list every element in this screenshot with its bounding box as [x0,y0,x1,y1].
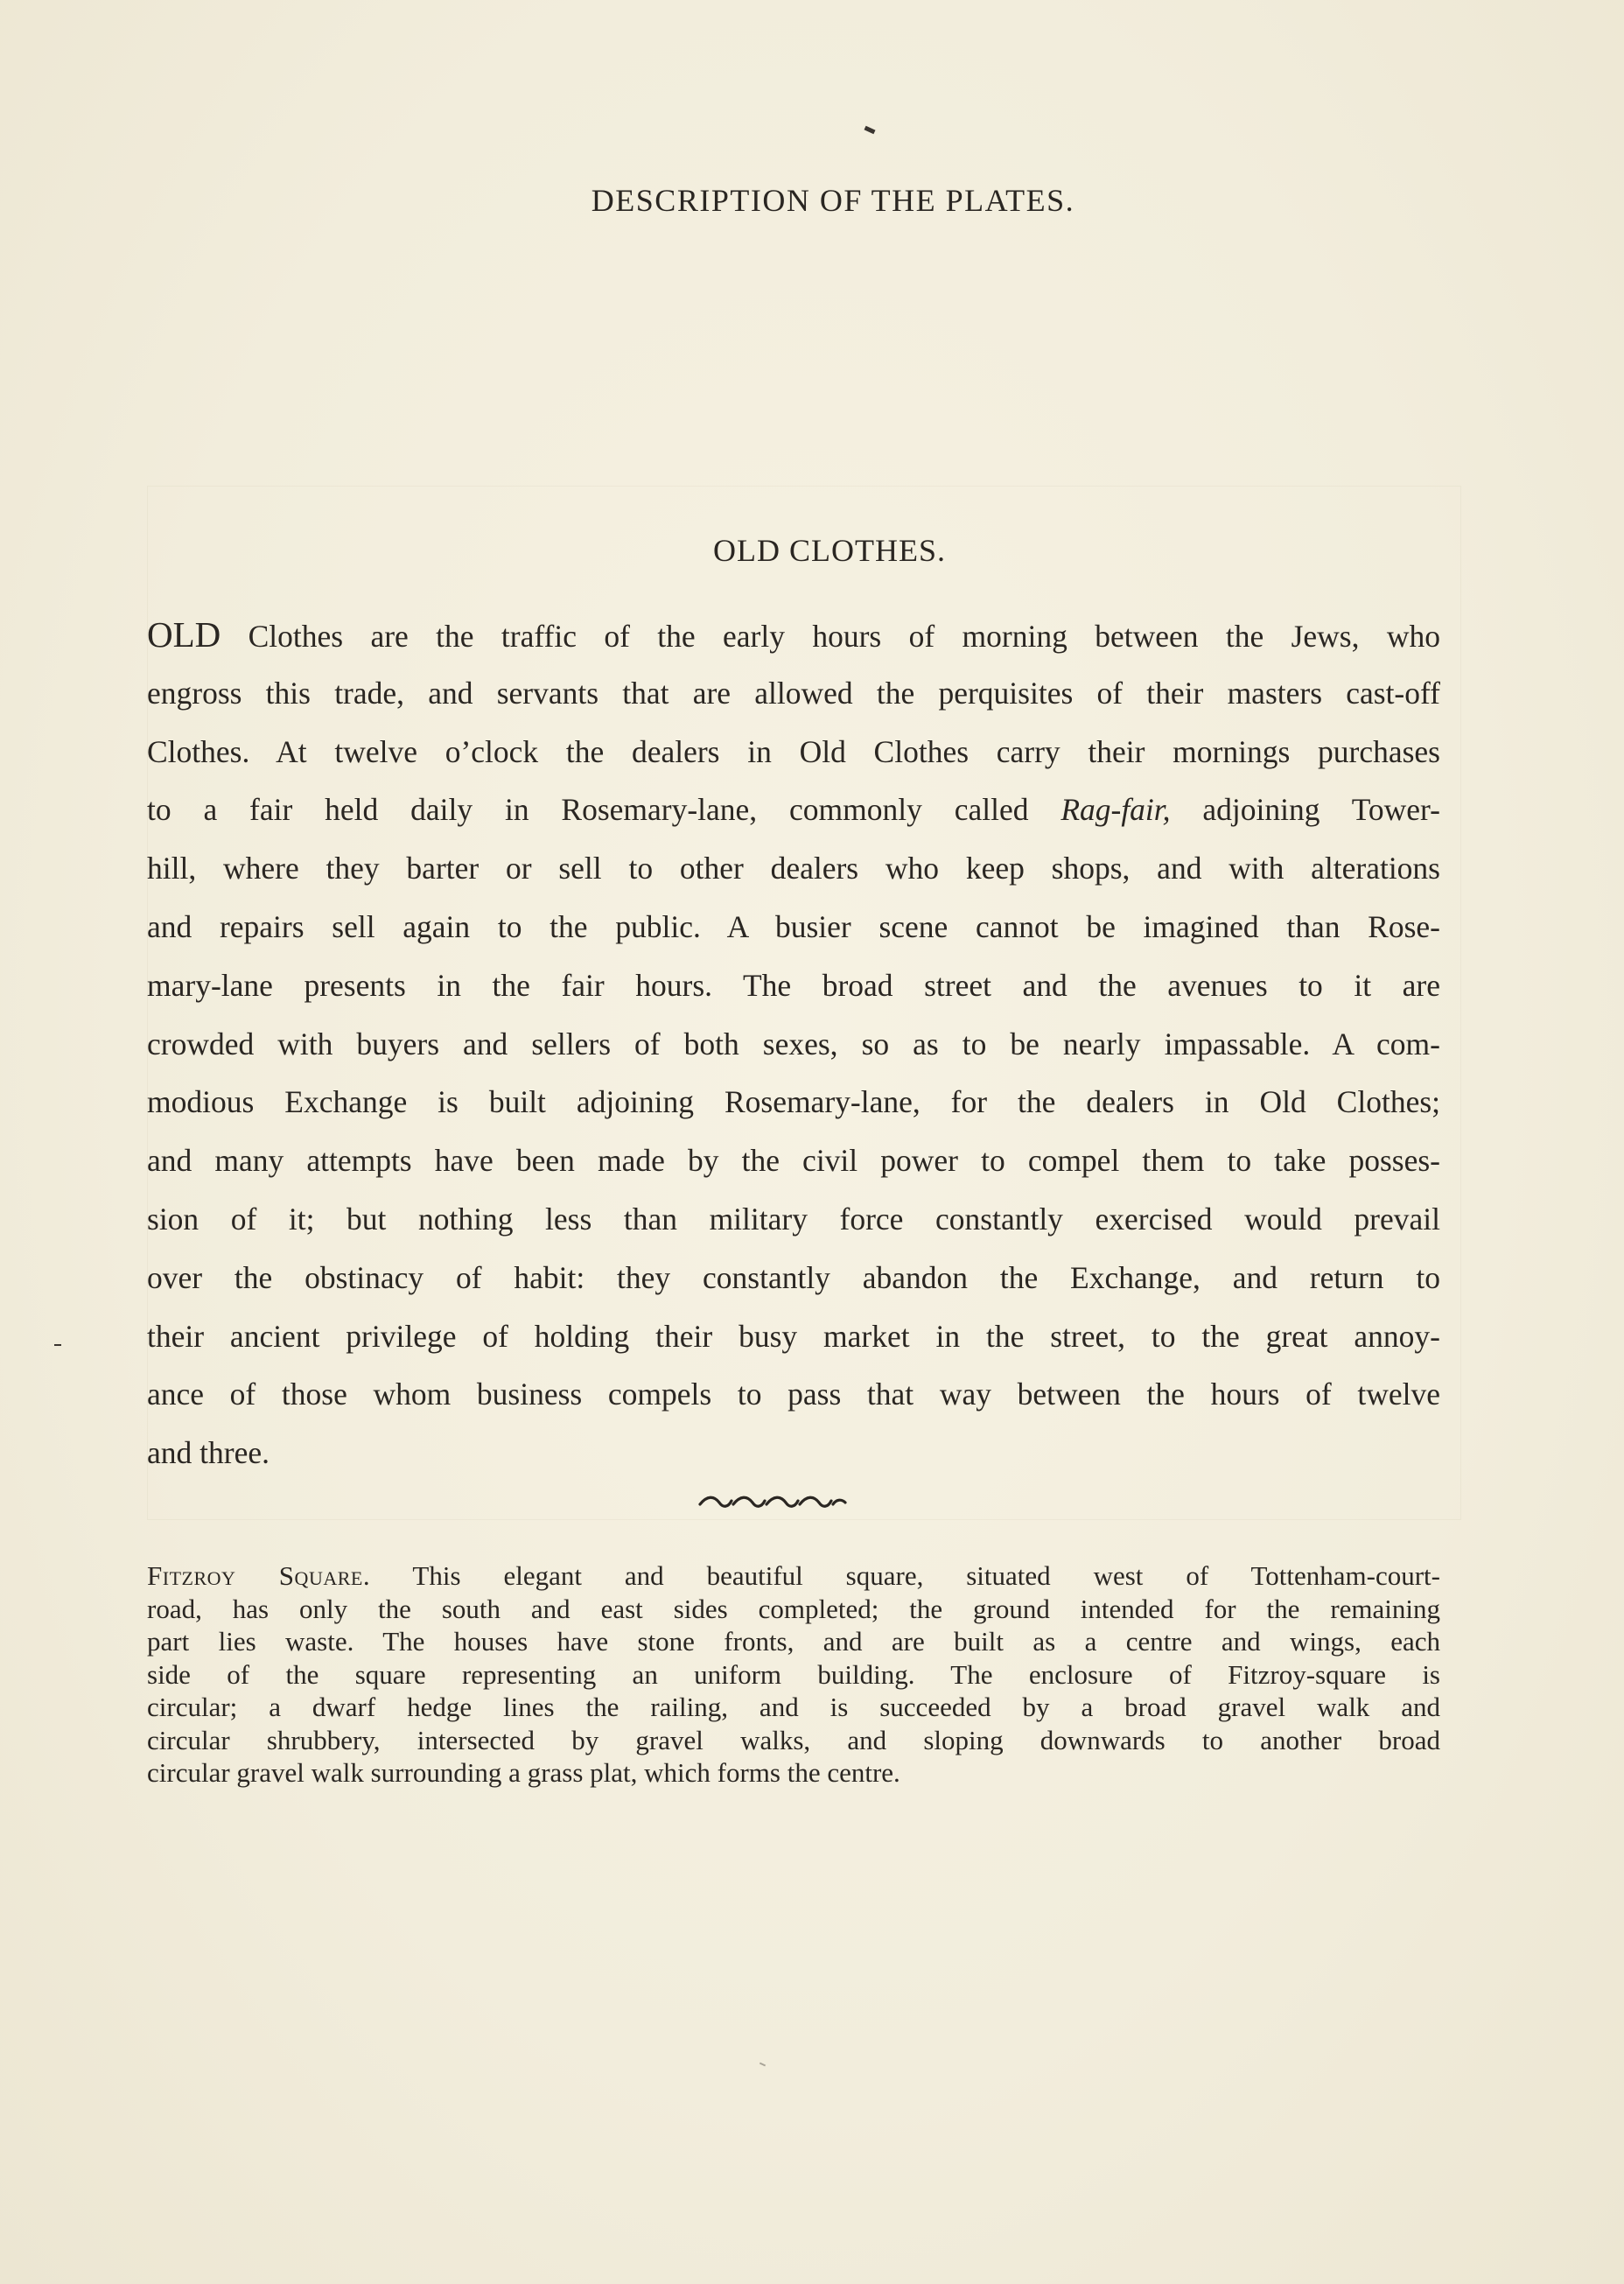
footnote-line: circular shrubbery, intersected by gravel walks, and sloping downwards to another broad [147,1724,1440,1755]
footnote-line [147,1559,1440,1593]
body-line: over the obstinacy of habit: they constantly abandon the Exchange, and return to [147,1259,1440,1295]
body-line: modious Exchange is built adjoining Rosemary-lane, for the dealers in Old Clothes; [147,1084,1440,1120]
body-line: and repairs sell again to the public. A busier scene cannot be imagined than Rose- [147,908,1440,944]
body-line: sion of it; but nothing less than military force constantly exercised would prevail [147,1201,1440,1237]
body-line-text: adjoining Tower- [1170,792,1440,828]
body-line: engross this trade, and servants that are allowed the perquisites of their masters cast-off [147,675,1440,711]
footnote-line: circular gravel walk surrounding a grass plat, which forms the centre. [147,1757,900,1788]
plate-title: OLD CLOTHES. [713,533,946,568]
ink-speck [864,126,876,135]
footnote-line-text: This elegant and beautiful square, situated west of Tottenham-court- [370,1560,1440,1591]
footnote-line: side of the square representing an uniform building. The enclosure of Fitzroy-square is [147,1658,1440,1690]
body-line [147,606,1440,664]
footnote-line: circular; a dwarf hedge lines the railing, and is succeeded by a broad gravel walk and [147,1692,1440,1722]
body-line: ance of those whom business compels to pass that way between the hours of twelve [147,1377,1440,1412]
body-line: mary-lane presents in the fair hours. The broad street and the avenues to it are [147,967,1440,1003]
footnote-line: road, has only the south and east sides completed; the ground intended for the remaining [147,1593,1440,1624]
body-line: Clothes. At twelve o’clock the dealers in Old Clothes carry their mornings purchases [147,733,1440,769]
body-paragraph [147,606,1440,1482]
opening-word: OLD [147,614,221,655]
footnote-paragraph [147,1559,1440,1790]
body-line: and many attempts have been made by the civil power to compel them to take posses- [147,1143,1440,1179]
body-line: their ancient privilege of holding their busy market in the street, to the great annoy- [147,1318,1440,1354]
body-line: crowded with buyers and sellers of both sexes, so as to be nearly impassable. A com- [147,1026,1440,1061]
wave-ornament [698,1492,847,1513]
footnote-line: part lies waste. The houses have stone fronts, and are built as a centre and wings, each [147,1626,1440,1657]
ink-speck [760,2063,766,2067]
body-line [147,781,1440,839]
body-line: hill, where they barter or sell to other dealers who keep shops, and with alterations [147,851,1440,886]
body-line-text: to a fair held daily in Rosemary-lane, commonly called [147,792,1061,828]
body-line: and three. [147,1435,270,1471]
rag-fair-italic: Rag-fair, [1060,792,1171,828]
ink-speck [54,1344,61,1346]
body-line-text: Clothes are the traffic of the early hours of morning between the Jews, who [220,619,1440,654]
footnote-heading: Fitzroy Square. [147,1560,371,1591]
running-head: DESCRIPTION OF THE PLATES. [591,183,1075,218]
